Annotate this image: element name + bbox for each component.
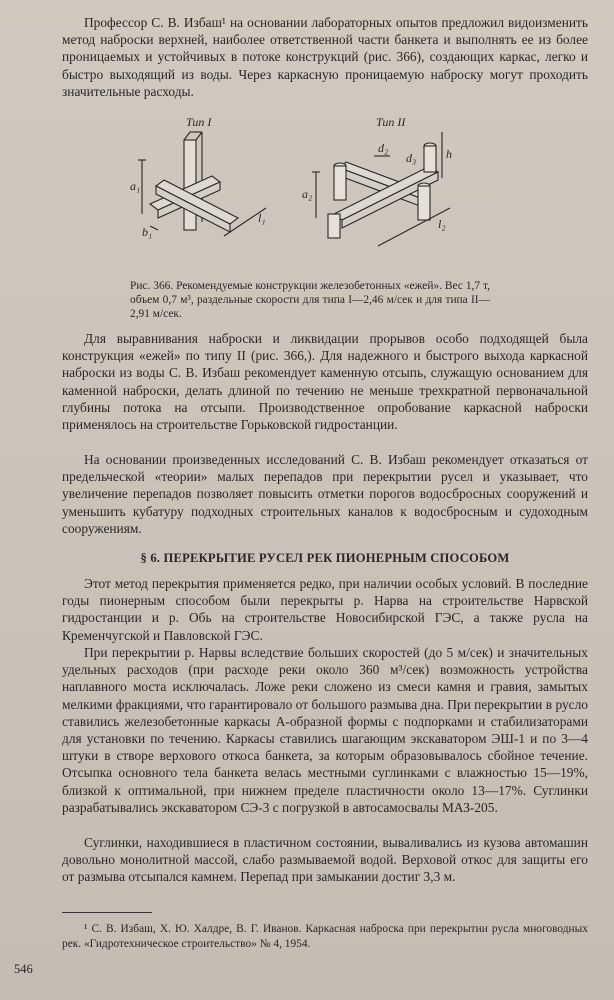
footnote: ¹ С. В. Избаш, Х. Ю. Халдре, В. Г. Иванов. Каркасная наброска при перекрытии русла многоводных рек. «Гидротехническое строительство» № 4, 1954. — [62, 923, 588, 950]
hedgehog-drawings — [120, 118, 540, 268]
paragraph-loam-dumping: Суглинки, находившиеся в пластичном состоянии, вываливались из кузова автомашин довольно монолитной массой, слабо размываемой водой. Верховой откос для защиты его от размыва отсыпался камнем. Перепад при замыкании достиг 3,3 м. — [62, 835, 588, 885]
type1-label: Тип I — [186, 118, 212, 129]
dim-d2-label: d₂ — [378, 141, 389, 155]
dim-l2-label: l₂ — [438, 217, 446, 231]
dim-b1-label: b₁ — [142, 225, 153, 239]
paragraph-narva-closure: При перекрытии р. Нарвы вследствие больших скоростей (до 5 м/сек) и значительных удельных расходов (при расходе реки около 360 м³/сек) возможность устройства наплавного моста исключалась. Ложе реки сложено из смеси камня и гравия, замытых мелкими фракциями, что гарантировало от большого размыва дна. При перекрытии в русло ставились железобетонные каркасы А-образной формы с подпорками и стабилизаторами для установки по течению. Каркасы ставились шагающим экскаватором ЭШ-1 и по 3—4 штуки в створе верхового откоса банкета, за которым образовывалось сбойное течение. Отсыпка основного тела банкета велась местными суглинками с влажностью 15—19%, близкой к оптимальной, при нижнем пределе пластичности около 13—17%. Суглинки разрабатывались экскаватором СЭ-3 с погрузкой в автосамосвалы МАЗ-205. — [62, 645, 588, 815]
paragraph-pioneer-method: Этот метод перекрытия применяется редко, при наличии особых условий. В последние годы пионерным способом были перекрыты р. Нарва на строительстве Нарвской гидростанции и р. Обь на строительстве Новосибирской ГЭС, а также русла на Кременчугской и Павловской ГЭС. — [62, 576, 588, 643]
figure-366 — [120, 118, 540, 268]
footnote-divider — [62, 912, 152, 913]
figure-caption: Рис. 366. Рекомендуемые конструкции железобетонных «ежей». Вес 1,7 т, объем 0,7 м³, раздельные скорости для типа I—2,46 м/сек и для типа II—2,91 м/сек. — [130, 280, 490, 321]
paragraph-type2-recommendation: Для выравнивания наброски и ликвидации прорывов особо подходящей была конструкция «ежей» по типу II (рис. 366,). Для надежного и быстрого выхода каркасной наброски из воды С. В. Избаш рекомендует каменную отсыпь, служащую основанием для каменной наброски, делать длиной по течению не меньше трехкратной первоначальной глубины потока на отсыпи. Производственное опробование каркасной наброски применялось на строительстве Горьковской гидростанции. — [62, 331, 588, 433]
dim-h-label: h — [446, 147, 452, 161]
dim-a2-label: a₂ — [302, 187, 313, 201]
dim-l1-label: l₁ — [258, 211, 266, 225]
section-heading: § 6. ПЕРЕКРЫТИЕ РУСЕЛ РЕК ПИОНЕРНЫМ СПОСОБОМ — [140, 551, 510, 565]
dim-d3-label: d₃ — [406, 151, 417, 165]
paragraph-izbash-proposal: Профессор С. В. Избаш¹ на основании лабораторных опытов предложил видоизменить метод наброски верхней, наиболее ответственной части банкета и выполнять ее из более проницаемых и устойчивых в потоке конструкций (рис. 366), создающих каркас, легко и быстро выходящий из воды. Через каркасную проницаемую наброску могут проходить значительные расходы. — [62, 15, 588, 99]
page-number: 546 — [14, 962, 33, 976]
dim-a1-label: a₁ — [130, 179, 141, 193]
paragraph-drop-theory: На основании произведенных исследований С. В. Избаш рекомендует отказаться от предельческой «теории» малых перепадов при перекрытии русел и указывает, что увеличение перепадов позволяет повысить отметки порогов водосбросных сооружений и уменьшить кубатуру подходных строительных каналов к водосбросным и судоходным сооружениям. — [62, 452, 588, 536]
hedgehog-type1-drawing — [138, 132, 266, 236]
type2-label: Тип II — [376, 118, 406, 129]
